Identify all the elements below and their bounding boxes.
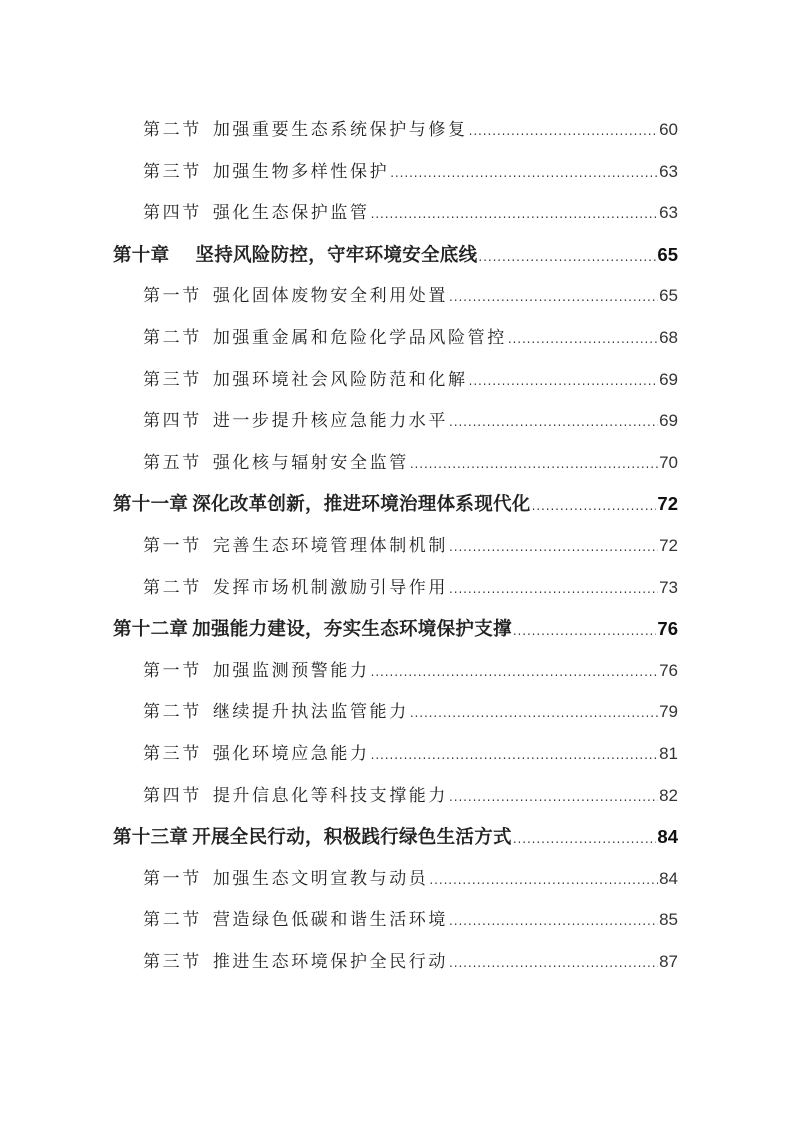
toc-entry-number: 第二节 (143, 910, 202, 931)
toc-entry-number: 第十一章 (113, 494, 189, 516)
toc-entry-label (143, 568, 448, 610)
toc-entry-section[interactable] (0, 151, 793, 193)
toc-entry-title: 加强能力建设，夯实生态环境保护支撑 (192, 619, 512, 641)
dot-leader (371, 652, 658, 694)
toc-entry-title: 提升信息化等科技支撑能力 (212, 785, 449, 806)
toc-entry-label (143, 734, 370, 776)
toc-entry-number: 第十章 (113, 244, 170, 266)
dot-leader (410, 444, 658, 486)
dot-leader (449, 402, 658, 444)
dot-leader (390, 153, 658, 195)
toc-entry-number: 第一节 (143, 868, 202, 889)
toc-entry-number: 第二节 (143, 702, 202, 723)
toc-entry-label (143, 401, 448, 443)
toc-entry-title: 进一步提升核应急能力水平 (212, 411, 449, 432)
toc-entry-number: 第十三章 (113, 827, 189, 849)
toc-entry-page: 73 (659, 577, 678, 597)
toc-entry-title: 加强重要生态系统保护与修复 (212, 120, 468, 140)
toc-entry-number: 第二节 (143, 120, 202, 140)
dot-leader (449, 943, 658, 985)
toc-entry-section[interactable] (0, 858, 793, 900)
toc-entry-label (113, 609, 512, 651)
toc-entry-section[interactable] (0, 775, 793, 817)
dot-leader (371, 194, 658, 236)
toc-entry-number: 第五节 (143, 452, 202, 473)
toc-entry-label (143, 900, 448, 942)
toc-entry-page: 60 (659, 120, 678, 139)
dot-leader (478, 237, 656, 279)
toc-entry-label (143, 276, 448, 318)
table-of-contents (0, 109, 793, 982)
toc-entry-page: 84 (657, 826, 678, 848)
dot-leader (410, 693, 658, 735)
toc-entry-number: 第三节 (143, 951, 202, 972)
toc-entry-section[interactable] (0, 359, 793, 401)
toc-entry-label (113, 235, 477, 277)
toc-entry-page: 63 (659, 203, 678, 223)
toc-entry-page: 79 (659, 702, 678, 722)
toc-entry-label (143, 360, 468, 402)
toc-entry-page: 85 (659, 910, 678, 930)
dot-leader (449, 901, 658, 943)
toc-entry-title: 营造绿色低碳和谐生活环境 (212, 910, 449, 931)
toc-entry-section[interactable] (0, 691, 793, 733)
toc-entry-section[interactable] (0, 317, 793, 359)
toc-entry-label (143, 110, 468, 152)
toc-entry-chapter[interactable] (0, 483, 793, 525)
toc-entry-title: 推进生态环境保护全民行动 (212, 951, 449, 972)
toc-entry-label (143, 318, 507, 360)
dot-leader (469, 361, 658, 403)
toc-entry-section[interactable] (0, 567, 793, 609)
toc-entry-section[interactable] (0, 899, 793, 941)
toc-entry-section[interactable] (0, 650, 793, 692)
toc-entry-title: 发挥市场机制激励引导作用 (212, 577, 449, 598)
toc-entry-label (143, 651, 370, 693)
toc-entry-page: 65 (659, 286, 678, 306)
toc-entry-title: 开展全民行动，积极践行绿色生活方式 (192, 827, 512, 849)
dot-leader (449, 569, 658, 611)
toc-entry-number: 第三节 (143, 161, 202, 182)
toc-entry-number: 第四节 (143, 203, 202, 224)
toc-entry-page: 63 (659, 161, 678, 181)
toc-entry-page: 65 (657, 243, 678, 265)
toc-entry-page: 69 (659, 411, 678, 431)
toc-entry-title: 加强环境社会风险防范和化解 (212, 369, 468, 390)
toc-entry-page: 70 (659, 452, 678, 472)
toc-entry-label (113, 484, 531, 526)
toc-entry-section[interactable] (0, 525, 793, 567)
dot-leader (508, 319, 658, 361)
dot-leader (513, 819, 657, 861)
toc-entry-title: 加强监测预警能力 (212, 660, 370, 681)
dot-leader (513, 611, 657, 653)
toc-entry-label (143, 942, 448, 984)
dot-leader (469, 111, 658, 153)
toc-entry-number: 第一节 (143, 660, 202, 681)
toc-entry-number: 第十二章 (113, 619, 189, 641)
toc-entry-label (143, 776, 448, 818)
toc-entry-section[interactable] (0, 109, 793, 151)
toc-entry-page: 76 (657, 618, 678, 640)
toc-entry-section[interactable] (0, 733, 793, 775)
toc-entry-title: 强化固体废物安全利用处置 (212, 286, 449, 307)
toc-entry-label (143, 443, 409, 485)
toc-entry-label (143, 692, 409, 734)
toc-entry-page: 76 (659, 660, 678, 680)
toc-entry-number: 第四节 (143, 411, 202, 432)
toc-entry-title: 加强生态文明宣教与动员 (212, 868, 429, 889)
toc-entry-section[interactable] (0, 275, 793, 317)
toc-entry-title: 加强生物多样性保护 (212, 161, 390, 182)
toc-entry-page: 81 (659, 743, 678, 763)
toc-entry-title: 完善生态环境管理体制机制 (212, 535, 449, 556)
toc-entry-title: 继续提升执法监管能力 (212, 702, 409, 723)
toc-entry-section[interactable] (0, 400, 793, 442)
toc-entry-section[interactable] (0, 941, 793, 983)
dot-leader (371, 735, 658, 777)
toc-entry-page: 82 (659, 785, 678, 805)
toc-entry-page: 84 (659, 868, 678, 888)
toc-entry-number: 第三节 (143, 369, 202, 390)
toc-entry-label (143, 859, 428, 901)
toc-entry-label (113, 817, 512, 859)
toc-entry-title: 强化核与辐射安全监管 (212, 452, 409, 473)
toc-entry-page: 68 (659, 327, 678, 347)
dot-leader (449, 777, 658, 819)
toc-entry-title: 深化改革创新，推进环境治理体系现代化 (192, 494, 531, 516)
toc-entry-page: 87 (659, 951, 678, 971)
toc-entry-page: 72 (659, 535, 678, 555)
toc-entry-number: 第二节 (143, 327, 202, 348)
toc-entry-title: 加强重金属和危险化学品风险管控 (212, 327, 507, 348)
dot-leader (429, 860, 658, 902)
toc-entry-title: 强化环境应急能力 (212, 743, 370, 764)
toc-entry-number: 第一节 (143, 535, 202, 556)
dot-leader (449, 277, 658, 319)
toc-entry-number: 第三节 (143, 743, 202, 764)
toc-entry-section[interactable] (0, 192, 793, 234)
toc-entry-title: 坚持风险防控，守牢环境安全底线 (195, 244, 478, 266)
toc-entry-chapter[interactable] (0, 608, 793, 650)
toc-entry-title: 强化生态保护监管 (212, 203, 370, 224)
toc-entry-number: 第四节 (143, 785, 202, 806)
toc-entry-chapter[interactable] (0, 816, 793, 858)
toc-entry-chapter[interactable] (0, 234, 793, 276)
toc-entry-label (143, 152, 389, 194)
toc-entry-page: 69 (659, 369, 678, 389)
dot-leader (449, 527, 658, 569)
toc-entry-label (143, 526, 448, 568)
dot-leader (532, 486, 657, 528)
toc-entry-label (143, 193, 370, 235)
toc-entry-page: 72 (657, 493, 678, 515)
toc-entry-section[interactable] (0, 442, 793, 484)
toc-entry-number: 第二节 (143, 577, 202, 598)
toc-entry-number: 第一节 (143, 286, 202, 307)
